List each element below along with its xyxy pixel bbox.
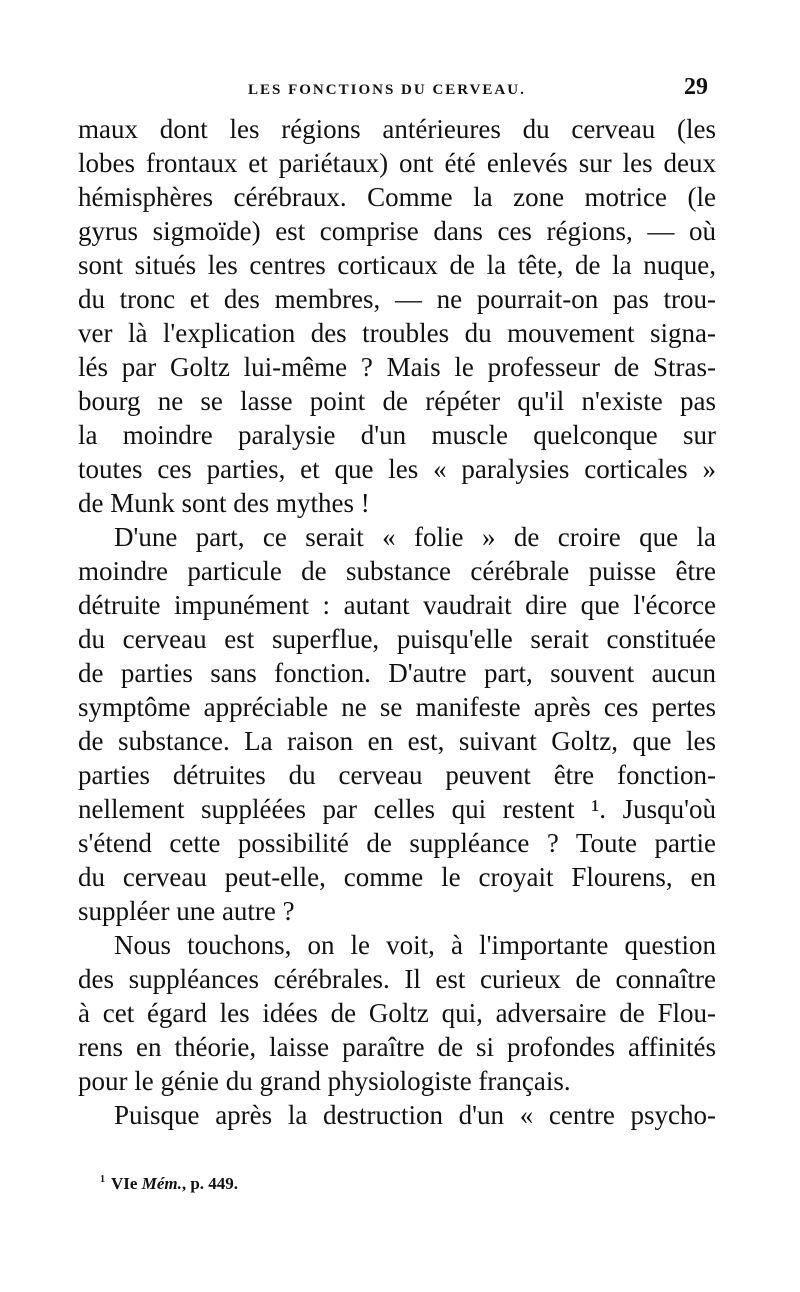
text-line: bourg ne se lasse point de répéter qu'il n'existe pas bbox=[78, 386, 716, 416]
text-line: maux dont les régions antérieures du cerveau (les bbox=[78, 114, 716, 144]
text-line: rens en théorie, laisse paraître de si profondes affinités bbox=[78, 1032, 716, 1062]
text-line: parties détruites du cerveau peuvent être fonction- bbox=[78, 760, 716, 790]
text-line: moindre particule de substance cérébrale puisse être bbox=[78, 556, 716, 586]
text-line: ver là l'explication des troubles du mouvement signa- bbox=[78, 318, 716, 348]
footnote-reference: VIe bbox=[111, 1174, 138, 1193]
text-line: nellement suppléées par celles qui restent ¹. Jusqu'où bbox=[78, 794, 716, 824]
footnote bbox=[100, 1174, 238, 1194]
text-line: des suppléances cérébrales. Il est curieux de connaître bbox=[78, 964, 716, 994]
text-line: pour le génie du grand physiologiste français. bbox=[78, 1066, 571, 1096]
text-line: s'étend cette possibilité de suppléance ? Toute partie bbox=[78, 828, 716, 858]
text-line: sont situés les centres corticaux de la tête, de la nuque, bbox=[78, 250, 716, 280]
text-line: gyrus sigmoïde) est comprise dans ces régions, — où bbox=[78, 216, 716, 246]
text-line: de parties sans fonction. D'autre part, souvent aucun bbox=[78, 658, 716, 688]
text-line: hémisphères cérébraux. Comme la zone motrice (le bbox=[78, 182, 716, 212]
text-line: Puisque après la destruction d'un « centre psycho- bbox=[114, 1100, 716, 1130]
text-line: du tronc et des membres, — ne pourrait-on pas trou- bbox=[78, 284, 716, 314]
text-line: de substance. La raison en est, suivant Goltz, que les bbox=[78, 726, 716, 756]
text-line: du cerveau est superflue, puisqu'elle serait constituée bbox=[78, 624, 716, 654]
page-number: 29 bbox=[684, 74, 708, 100]
footnote-page: , p. 449. bbox=[181, 1174, 239, 1193]
body-text bbox=[78, 112, 716, 1132]
text-line: lés par Goltz lui-même ? Mais le professeur de Stras- bbox=[78, 352, 716, 382]
text-line: du cerveau peut-elle, comme le croyait Flourens, en bbox=[78, 862, 716, 892]
text-line: toutes ces parties, et que les « paralysies corticales » bbox=[78, 454, 716, 484]
text-line: Nous touchons, on le voit, à l'importante question bbox=[114, 930, 716, 960]
text-line: détruite impunément : autant vaudrait dire que l'écorce bbox=[78, 590, 716, 620]
text-line: D'une part, ce serait « folie » de croire que la bbox=[114, 522, 716, 552]
text-line: à cet égard les idées de Goltz qui, adversaire de Flou- bbox=[78, 998, 716, 1028]
text-line: la moindre paralysie d'un muscle quelconque sur bbox=[78, 420, 716, 450]
footnote-marker: 1 bbox=[100, 1174, 105, 1186]
text-line: de Munk sont des mythes ! bbox=[78, 488, 370, 518]
footnote-work: Mém. bbox=[141, 1174, 182, 1193]
text-line: symptôme appréciable ne se manifeste après ces pertes bbox=[78, 692, 716, 722]
text-line: suppléer une autre ? bbox=[78, 896, 295, 926]
text-line: lobes frontaux et pariétaux) ont été enlevés sur les deux bbox=[78, 148, 716, 178]
running-head: LES FONCTIONS DU CERVEAU. bbox=[248, 82, 526, 98]
